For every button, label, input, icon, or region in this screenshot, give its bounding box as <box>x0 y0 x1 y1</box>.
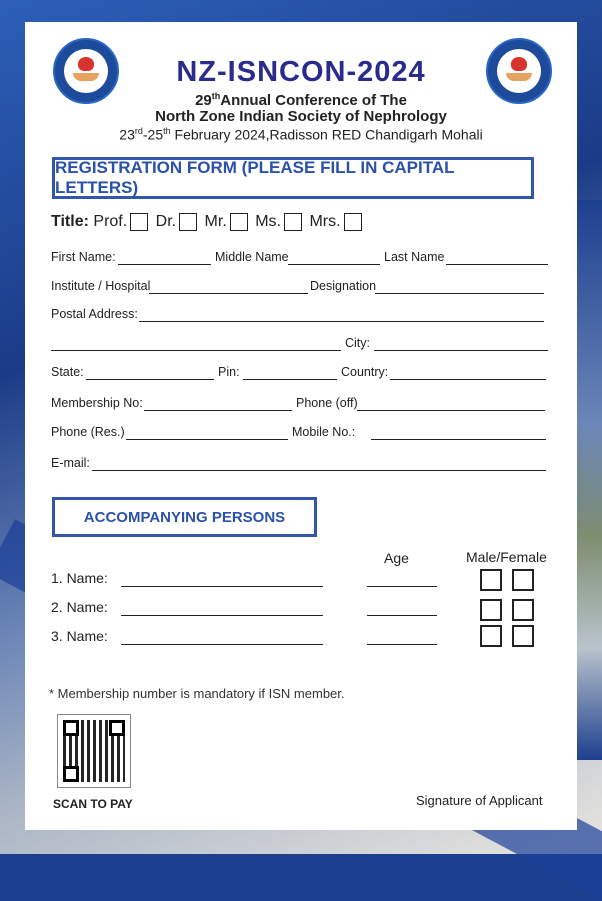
pin-label: Pin: <box>218 365 240 379</box>
city-label: City: <box>345 336 370 350</box>
person-3-male-checkbox[interactable] <box>480 625 502 647</box>
pin-field[interactable] <box>243 379 337 380</box>
last-name-field[interactable] <box>446 264 548 265</box>
title-mr-checkbox[interactable] <box>230 213 248 231</box>
payment-qr-code[interactable] <box>57 714 131 788</box>
phone-res-field[interactable] <box>126 439 288 440</box>
scan-to-pay-label: SCAN TO PAY <box>53 797 133 811</box>
designation-label: Designation <box>310 279 377 293</box>
registration-heading: REGISTRATION FORM (PLEASE FILL IN CAPITAL LETTERS) <box>52 157 534 199</box>
middle-name-label: Middle Name <box>215 250 289 264</box>
conference-edition: 29thAnnual Conference of The <box>195 91 407 109</box>
email-field[interactable] <box>92 470 546 471</box>
person-1-male-checkbox[interactable] <box>480 569 502 591</box>
person-3-age-field[interactable] <box>367 644 437 645</box>
title-selector: Title: Prof. Dr. Mr. Ms. Mrs. <box>51 213 365 231</box>
institute-label: Institute / Hospital <box>51 279 151 293</box>
conference-date-venue: 23rd-25th February 2024,Radisson RED Chandigarh Mohali <box>119 126 483 143</box>
person-1-label: 1. Name: <box>51 570 108 586</box>
person-3-name-field[interactable] <box>121 644 323 645</box>
middle-name-field[interactable] <box>288 264 380 265</box>
age-header: Age <box>384 550 409 566</box>
mobile-label: Mobile No.: <box>292 425 356 439</box>
conference-title: NZ-ISNCON-2024 <box>176 56 426 88</box>
gender-header: Male/Female <box>466 549 547 565</box>
membership-label: Membership No: <box>51 396 143 410</box>
postal-address-label: Postal Address: <box>51 307 138 321</box>
society-name: North Zone Indian Society of Nephrology <box>155 108 447 125</box>
email-label: E-mail: <box>51 456 90 470</box>
country-field[interactable] <box>390 379 546 380</box>
designation-field[interactable] <box>375 293 544 294</box>
postal-address-line2-field[interactable] <box>51 350 341 351</box>
state-label: State: <box>51 365 84 379</box>
first-name-field[interactable] <box>118 264 211 265</box>
mobile-field[interactable] <box>371 439 546 440</box>
city-field[interactable] <box>374 350 548 351</box>
person-1-age-field[interactable] <box>367 586 437 587</box>
phone-res-label: Phone (Res.) <box>51 425 125 439</box>
person-2-label: 2. Name: <box>51 599 108 615</box>
title-ms-checkbox[interactable] <box>284 213 302 231</box>
registration-card <box>25 22 577 830</box>
institute-field[interactable] <box>149 293 308 294</box>
country-label: Country: <box>341 365 389 379</box>
title-dr-checkbox[interactable] <box>179 213 197 231</box>
membership-field[interactable] <box>144 410 292 411</box>
first-name-label: First Name: <box>51 250 116 264</box>
title-mrs-checkbox[interactable] <box>344 213 362 231</box>
person-2-male-checkbox[interactable] <box>480 599 502 621</box>
person-2-name-field[interactable] <box>121 615 323 616</box>
person-1-female-checkbox[interactable] <box>512 569 534 591</box>
person-3-label: 3. Name: <box>51 628 108 644</box>
phone-off-field[interactable] <box>357 410 545 411</box>
state-field[interactable] <box>86 379 214 380</box>
last-name-label: Last Name <box>384 250 445 264</box>
person-2-age-field[interactable] <box>367 615 437 616</box>
title-prof-checkbox[interactable] <box>130 213 148 231</box>
person-3-female-checkbox[interactable] <box>512 625 534 647</box>
phone-off-label: Phone (off) <box>296 396 358 410</box>
membership-note: * Membership number is mandatory if ISN member. <box>49 686 345 701</box>
accompanying-heading: ACCOMPANYING PERSONS <box>52 497 317 537</box>
signature-label: Signature of Applicant <box>416 793 543 808</box>
postal-address-field[interactable] <box>139 321 544 322</box>
person-2-female-checkbox[interactable] <box>512 599 534 621</box>
person-1-name-field[interactable] <box>121 586 323 587</box>
